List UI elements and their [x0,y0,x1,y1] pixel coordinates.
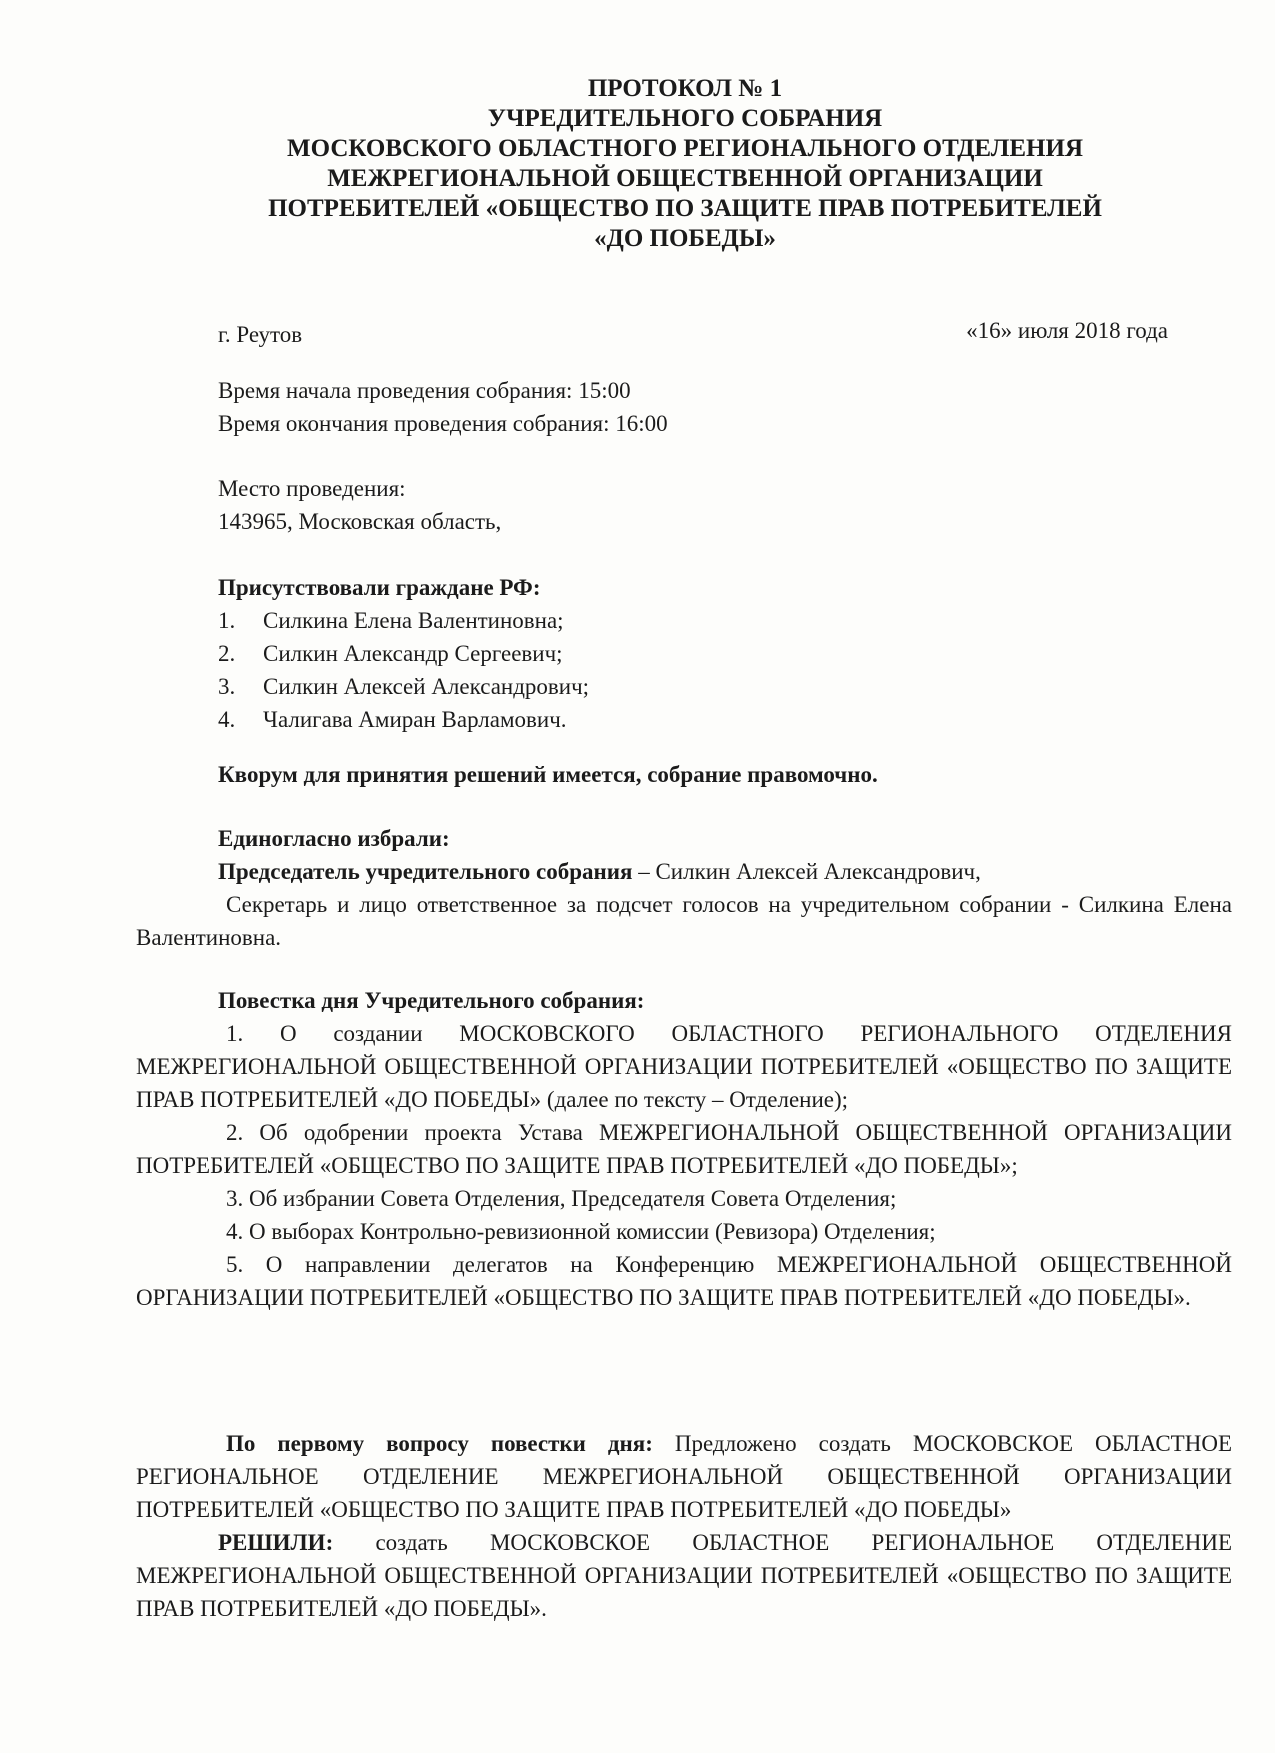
agenda-item: 3. Об избрании Совета Отделения, Председателя Совета Отделения; [226,1186,897,1211]
elected-heading-block [218,822,1168,888]
venue-label: Место проведения: [218,476,406,501]
start-time: Время начала проведения собрания: 15:00 [218,378,631,403]
attendees-heading: Присутствовали граждане РФ: [218,575,541,600]
quorum-statement: Кворум для принятия решений имеется, собрание правомочно. [218,762,878,787]
place-date-row [218,318,1168,348]
date: «16» июля 2018 года [966,318,1168,343]
meeting-times [218,374,1168,440]
item-number: 4. [218,707,236,732]
first-question [136,1427,1232,1625]
item-number: 3. [218,674,236,699]
chair-label: Председатель учредительного собрания [218,859,633,884]
item-number: 2. [218,641,236,666]
agenda-item: 5. О направлении делегатов на Конференцию МЕЖРЕГИОНАЛЬНОЙ ОБЩЕСТВЕННОЙ ОРГАНИЗАЦИИ ПОТРЕБИТЕЛЕЙ «ОБЩЕСТВО ПО ЗАЩИТЕ ПРАВ ПОТРЕБИТЕЛЕЙ «ДО ПОБЕДЫ». [136,1252,1232,1310]
first-question-label: По первому вопросу повестки дня: [226,1431,653,1456]
first-question-paragraph [136,1427,1232,1526]
item-number: 1. [218,608,236,633]
decision-text: создать МОСКОВСКОЕ ОБЛАСТНОЕ РЕГИОНАЛЬНОЕ ОТДЕЛЕНИЕ МЕЖРЕГИОНАЛЬНОЙ ОБЩЕСТВЕННОЙ ОРГАНИЗАЦИИ ПОТРЕБИТЕЛЕЙ «ОБЩЕСТВО ПО ЗАЩИТЕ ПРАВ ПОТРЕБИТЕЛЕЙ «ДО ПОБЕДЫ». [136,1530,1232,1621]
list-item [218,604,1168,637]
agenda-item: 4. О выборах Контрольно-ревизионной комиссии (Ревизора) Отделения; [226,1219,936,1244]
list-item [218,703,1168,736]
title-line: «ДО ПОБЕДЫ» [594,225,776,252]
title-line: МЕЖРЕГИОНАЛЬНОЙ ОБЩЕСТВЕННОЙ ОРГАНИЗАЦИИ [327,165,1043,192]
agenda-item: 2. Об одобрении проекта Устава МЕЖРЕГИОНАЛЬНОЙ ОБЩЕСТВЕННОЙ ОРГАНИЗАЦИИ ПОТРЕБИТЕЛЕЙ «ОБЩЕСТВО ПО ЗАЩИТЕ ПРАВ ПОТРЕБИТЕЛЕЙ «ДО ПОБЕДЫ»; [136,1120,1232,1178]
secretary-paragraph [136,888,1232,954]
secretary-text: Секретарь и лицо ответственное за подсчет голосов на учредительном собрании - Силкина Елена Валентиновна. [136,892,1232,950]
chair-name: – Силкин Алексей Александрович, [632,859,981,884]
attendee-name: Силкин Александр Сергеевич; [263,641,563,666]
list-item [218,637,1168,670]
elected-heading: Единогласно избрали: [218,826,450,851]
attendees [218,571,1168,736]
attendee-name: Силкин Алексей Александрович; [263,674,590,699]
place: г. Реутов [218,322,303,347]
attendees-list [218,604,1168,736]
decision-paragraph [136,1526,1232,1625]
title-line: ПОТРЕБИТЕЛЕЙ «ОБЩЕСТВО ПО ЗАЩИТЕ ПРАВ ПОТРЕБИТЕЛЕЙ [268,195,1102,222]
list-item [218,670,1168,703]
agenda-heading: Повестка дня Учредительного собрания: [218,988,645,1013]
chair-line [218,855,1168,888]
venue-address: 143965, Московская область, [218,509,502,534]
title-line: МОСКОВСКОГО ОБЛАСТНОГО РЕГИОНАЛЬНОГО ОТДЕЛЕНИЯ [286,135,1083,162]
title-line: УЧРЕДИТЕЛЬНОГО СОБРАНИЯ [487,105,883,132]
attendee-name: Силкина Елена Валентиновна; [263,608,564,633]
end-time: Время окончания проведения собрания: 16:00 [218,411,668,436]
venue [218,472,1168,538]
document-title [200,74,1170,254]
agenda-list [136,1017,1232,1314]
first-question-text: Предложено создать МОСКОВСКОЕ ОБЛАСТНОЕ РЕГИОНАЛЬНОЕ ОТДЕЛЕНИЕ МЕЖРЕГИОНАЛЬНОЙ ОБЩЕСТВЕННОЙ ОРГАНИЗАЦИИ ПОТРЕБИТЕЛЕЙ «ОБЩЕСТВО ПО ЗАЩИТЕ ПРАВ ПОТРЕБИТЕЛЕЙ «ДО ПОБЕДЫ» [136,1431,1232,1522]
attendee-name: Чалигава Амиран Варламович. [263,707,567,732]
agenda-item: 1. О создании МОСКОВСКОГО ОБЛАСТНОГО РЕГИОНАЛЬНОГО ОТДЕЛЕНИЯ МЕЖРЕГИОНАЛЬНОЙ ОБЩЕСТВЕННОЙ ОРГАНИЗАЦИИ ПОТРЕБИТЕЛЕЙ «ОБЩЕСТВО ПО ЗАЩИТЕ ПРАВ ПОТРЕБИТЕЛЕЙ «ДО ПОБЕДЫ» (далее по тексту – Отделение); [136,1021,1232,1112]
decision-label: РЕШИЛИ: [218,1530,334,1555]
title-line: ПРОТОКОЛ № 1 [587,75,783,102]
